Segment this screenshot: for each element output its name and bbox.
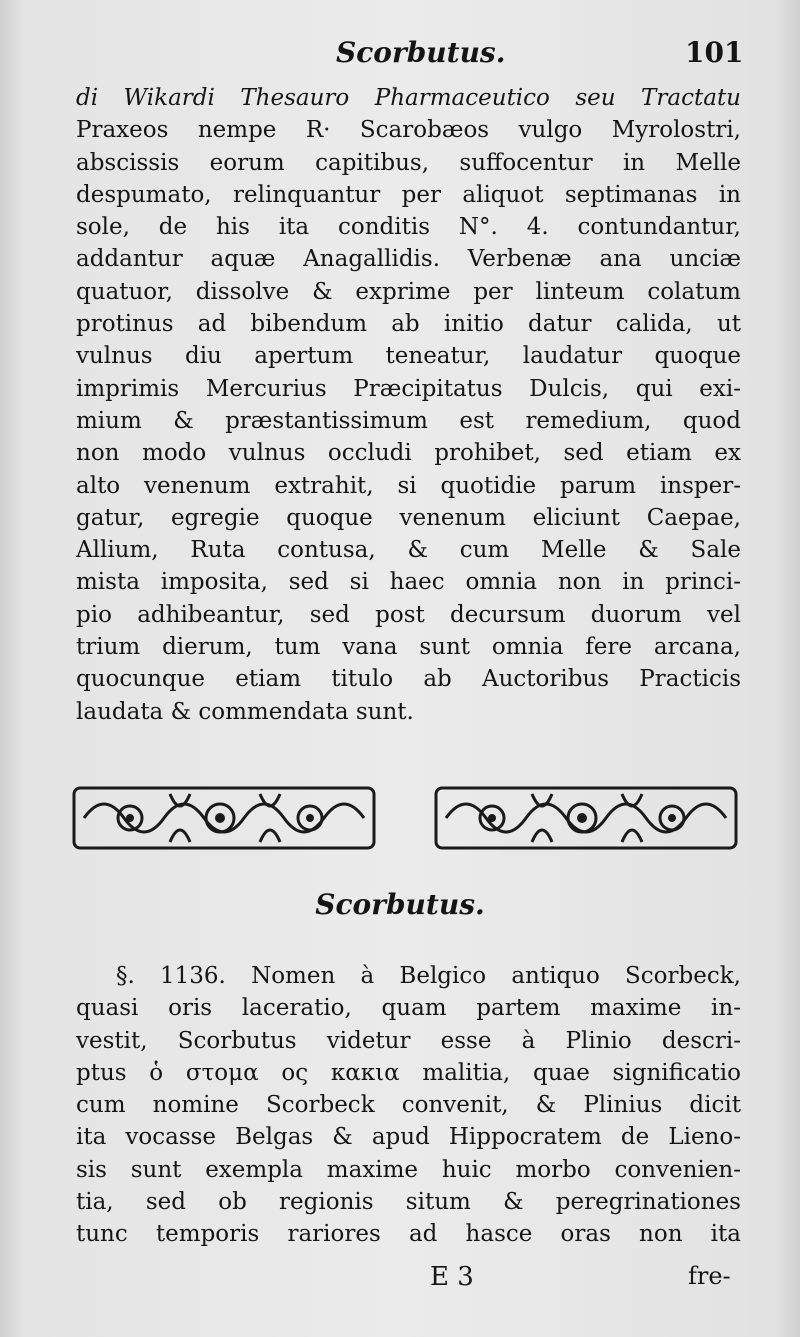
section-heading: Scorbutus. — [315, 888, 485, 921]
page-footer — [0, 1262, 800, 1302]
text-line: trium dierum, tum vana sunt omnia fere arcana, — [76, 634, 741, 661]
text-line: despumato, relinquantur per aliquot septimanas in — [76, 181, 741, 208]
text-line: abscissis eorum capitibus, suffocentur in Melle — [76, 149, 741, 176]
text-line: vestit, Scorbutus videtur esse à Plinio descri- — [76, 1027, 741, 1054]
text-line: quasi oris laceratio, quam partem maxime in- — [76, 995, 741, 1022]
text-line: gatur, egregie quoque venenum eliciunt Caepae, — [76, 504, 741, 531]
paragraph-top — [76, 82, 741, 728]
running-title: Scorbutus. — [336, 36, 506, 69]
text-line: §. 1136. Nomen à Belgico antiquo Scorbeck, — [116, 963, 741, 989]
text-line: pio adhibeantur, sed post decursum duorum vel — [76, 601, 741, 628]
text-line: protinus ad bibendum ab initio datur calida, ut — [76, 311, 741, 338]
catchword: fre- — [688, 1262, 731, 1290]
text-line: laudata & commendata sunt. — [76, 698, 414, 725]
running-head — [0, 28, 800, 72]
decorative-ornament-band — [70, 780, 740, 855]
text-line: Praxeos nempe R· Scarobæos vulgo Myrolostri, — [76, 117, 741, 144]
text-line: quatuor, dissolve & exprime per linteum colatum — [76, 278, 741, 305]
text-line: addantur aquæ Anagallidis. Verbenæ ana unciæ — [76, 246, 741, 273]
text-line: non modo vulnus occludi prohibet, sed etiam ex — [76, 440, 741, 467]
page-number: 101 — [685, 36, 744, 69]
text-line: mista imposita, sed si haec omnia non in princi- — [76, 569, 741, 596]
text-line: ptus ὁ στομα ος κακια malitia, quae significatio — [76, 1059, 741, 1086]
text-line: alto venenum extrahit, si quotidie parum insper- — [76, 472, 741, 499]
text-line: tia, sed ob regionis situm & peregrinationes — [76, 1189, 741, 1216]
text-line: di Wikardi Thesauro Pharmaceutico seu Tractatu — [76, 85, 741, 111]
text-line: tunc temporis rariores ad hasce oras non ita — [76, 1221, 741, 1248]
paragraph-section — [76, 960, 741, 1251]
text-line: sis sunt exempla maxime huic morbo convenien- — [76, 1156, 741, 1183]
signature-mark: E 3 — [430, 1262, 474, 1292]
text-line: cum nomine Scorbeck convenit, & Plinius dicit — [76, 1092, 741, 1119]
text-line: ita vocasse Belgas & apud Hippocratem de Lieno- — [76, 1124, 741, 1151]
text-line: mium & præstantissimum est remedium, quod — [76, 407, 741, 434]
text-line: sole, de his ita conditis N°. 4. contundantur, — [76, 214, 741, 241]
text-line: Allium, Ruta contusa, & cum Melle & Sale — [76, 537, 741, 564]
text-line: quocunque etiam titulo ab Auctoribus Practicis — [76, 666, 741, 693]
text-line: imprimis Mercurius Præcipitatus Dulcis, qui exi- — [76, 375, 741, 402]
text-line: vulnus diu apertum teneatur, laudatur quoque — [76, 343, 741, 370]
